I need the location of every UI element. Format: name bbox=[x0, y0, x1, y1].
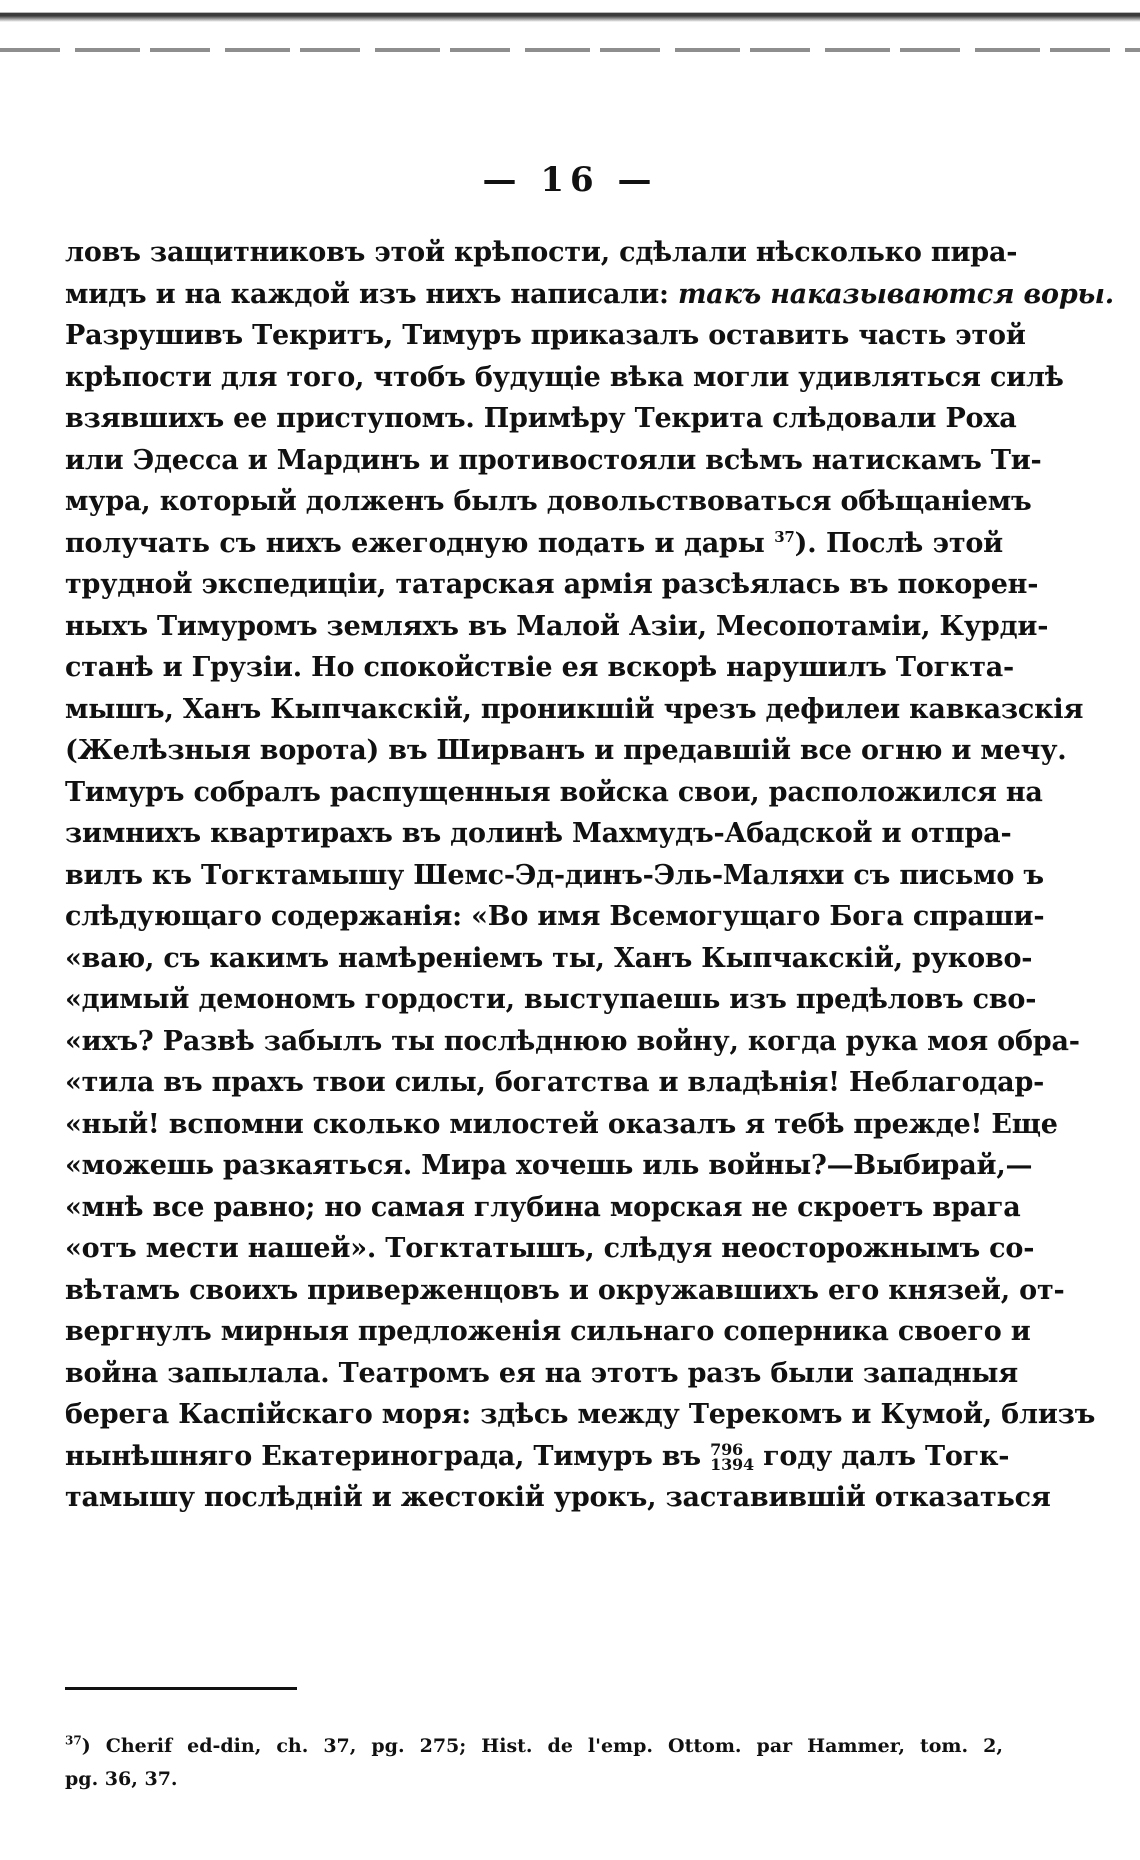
text-line: мидъ и на каждой изъ нихъ написали: такъ наказываются воры. bbox=[65, 278, 1115, 310]
main-text-block bbox=[65, 232, 1115, 1519]
date-fraction: 796 1394 bbox=[710, 1440, 754, 1474]
text-line: мышъ, Ханъ Кыпчакскій, проникшій чрезъ дефилеи кавказскія bbox=[65, 693, 1084, 725]
text-line: вѣтамъ своихъ приверженцовъ и окружавшихъ его князей, от- bbox=[65, 1274, 1065, 1306]
scan-edge-artifact bbox=[0, 0, 1140, 22]
footnote bbox=[65, 1730, 1003, 1796]
footnote-line: pg. 36, 37. bbox=[65, 1768, 178, 1790]
text-line: «ихъ? Развѣ забылъ ты послѣднюю войну, когда рука моя обра- bbox=[65, 1025, 1080, 1057]
footnote-divider bbox=[65, 1687, 297, 1690]
text-line: Разрушивъ Текритъ, Тимуръ приказалъ оставить часть этой bbox=[65, 320, 1026, 351]
page-number: — 16 — bbox=[482, 160, 658, 200]
text-line: нынѣшняго Екатеринограда, Тимуръ въ 796 1394 году далъ Тогк- bbox=[65, 1440, 1010, 1474]
text-line: «мнѣ все равно; но самая глубина морская не скроетъ врага bbox=[65, 1191, 1021, 1223]
text-line: тамышу послѣдній и жестокій урокъ, заставившій отказаться bbox=[65, 1482, 1051, 1513]
text-line: крѣпости для того, чтобъ будущіе вѣка могли удивляться силѣ bbox=[65, 361, 1064, 393]
text-line: Тимуръ собралъ распущенныя войска свои, расположился на bbox=[65, 776, 1043, 808]
text-line: слѣдующаго содержанія: «Во имя Всемогущаго Бога спраши- bbox=[65, 901, 1045, 932]
footnote-reference: 37 bbox=[774, 527, 795, 546]
text-line: (Желѣзныя ворота) въ Ширванъ и предавшій все огню и мечу. bbox=[65, 735, 1067, 766]
text-line: зимнихъ квартирахъ въ долинѣ Махмудъ-Абадской и отпра- bbox=[65, 818, 1012, 849]
text-line: «димый демономъ гордости, выступаешь изъ предѣловъ сво- bbox=[65, 984, 1037, 1015]
footnote-marker: 37 bbox=[65, 1733, 82, 1748]
text-line: станѣ и Грузіи. Но спокойствіе ея вскорѣ нарушилъ Тогкта- bbox=[65, 652, 1015, 683]
text-line: вилъ къ Тогктамышу Шемс-Эд-динъ-Эль-Маляхи съ письмо ъ bbox=[65, 859, 1044, 891]
footnote-line: $^{37}$) Cherif ed-din, ch. 37, pg. 275; Hist. de l'emp. Ottom. par Hammer, tom. 2, bbox=[65, 1733, 1003, 1757]
text-line: «ный! вспомни сколько милостей оказалъ я тебѣ прежде! Еще bbox=[65, 1108, 1058, 1140]
text-line: или Эдесса и Мардинъ и противостояли всѣмъ натискамъ Ти- bbox=[65, 444, 1042, 476]
text-line: «отъ мести нашей». Тогктатышъ, слѣдуя неосторожнымъ со- bbox=[65, 1233, 1035, 1264]
text-line: «можешь разкаяться. Мира хочешь иль войны?—Выбирай,— bbox=[65, 1150, 1033, 1181]
italic-phrase: такъ наказываются воры. bbox=[677, 278, 1115, 310]
text-line: «тила въ прахъ твои силы, богатства и владѣнія! Неблагодар- bbox=[65, 1067, 1045, 1098]
text-line: получать съ нихъ ежегодную подать и дары $^{37}$). Послѣ этой bbox=[65, 527, 1004, 559]
text-line: вергнулъ мирныя предложенія сильнаго соперника своего и bbox=[65, 1316, 1031, 1347]
text-line: ловъ защитниковъ этой крѣпости, сдѣлали нѣсколько пира- bbox=[65, 237, 1018, 268]
text-line: трудной экспедиціи, татарская армія разсѣялась въ покорен- bbox=[65, 569, 1039, 600]
text-line: взявшихъ ее приступомъ. Примѣру Текрита слѣдовали Роха bbox=[65, 403, 1017, 434]
text-line: берега Каспійскаго моря: здѣсь между Терекомъ и Кумой, близъ bbox=[65, 1399, 1096, 1430]
text-line: ныхъ Тимуромъ земляхъ въ Малой Азіи, Месопотаміи, Курди- bbox=[65, 610, 1049, 642]
text-line: война запылала. Театромъ ея на этотъ разъ были западныя bbox=[65, 1357, 1019, 1389]
text-line: мура, который долженъ былъ довольствоваться обѣщаніемъ bbox=[65, 486, 1032, 517]
text-line: «ваю, съ какимъ намѣреніемъ ты, Ханъ Кыпчакскій, руково- bbox=[65, 942, 1033, 974]
